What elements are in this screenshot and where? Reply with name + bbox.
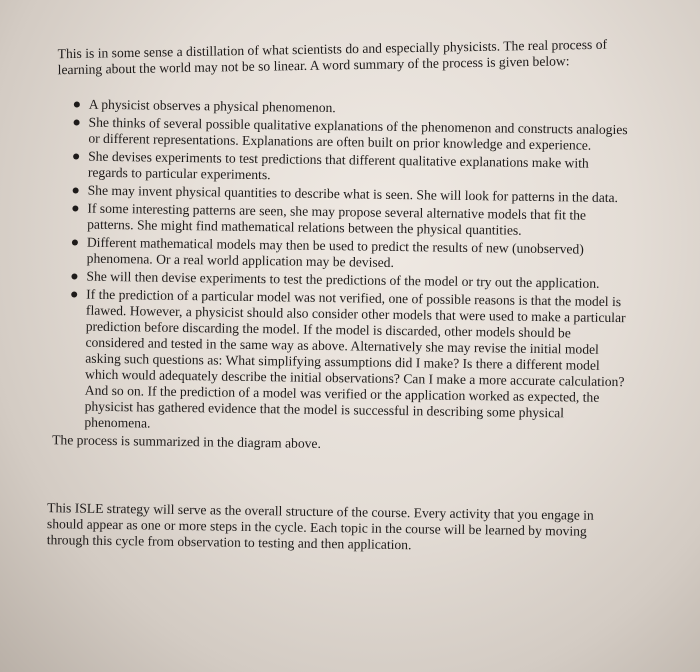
list-item: She devises experiments to test predictions that different qualitative explanations make with regards to particular experiments.	[72, 148, 632, 188]
list-item: If some interesting patterns are seen, she may propose several alternative models that fit the patterns. She might find mathematical relations between the physical quantities.	[71, 200, 631, 240]
document-sheet	[33, 22, 650, 556]
list-item: She thinks of several possible qualitative explanations of the phenomenon and constructs analogies or different representations. Explanations are often built on prior knowledge and experience.	[72, 114, 632, 154]
footer-paragraph: This ISLE strategy will serve as the overall structure of the course. Every activity that you engage in should appear as one or more steps in the cycle. Each topic in the course will be learned by moving through this cycle from observation to testing and then application.	[46, 500, 594, 553]
list-item: Different mathematical models may then be used to predict the results of new (unobserved) phenomena. Or a real world application may be devised.	[71, 234, 631, 274]
process-steps-list	[34, 96, 633, 438]
summary-sentence: The process is summarized in the diagram above.	[52, 432, 322, 451]
list-item: A physicist observes a physical phenomenon.	[73, 96, 633, 120]
intro-paragraph: This is in some sense a distillation of what scientists do and especially physicists. The real process of learning about the world may not be so linear. A word summary of the process is given below:	[57, 36, 608, 78]
list-item: She may invent physical quantities to describe what is seen. She will look for patterns in the data.	[72, 182, 632, 206]
list-item: She will then devise experiments to test the predictions of the model or try out the application.	[70, 268, 630, 292]
list-item: If the prediction of a particular model was not verified, one of possible reasons is that the model is flawed. However, a physicist should also consider other models that were used to make a particular prediction before discarding the model. If the model is discarded, other models should be considered and tested in the same way as above. Alternatively she may revise the initial model asking such questions as: What simplifying assumptions did I make? Is there a different model which would adequately describe the initial observations? Can I make a more accurate calculation? And so on. If the prediction of a model was verified or the application worked as expected, the physicist has gathered evidence that the model is successful in describing some physical phenomena.	[68, 286, 630, 438]
